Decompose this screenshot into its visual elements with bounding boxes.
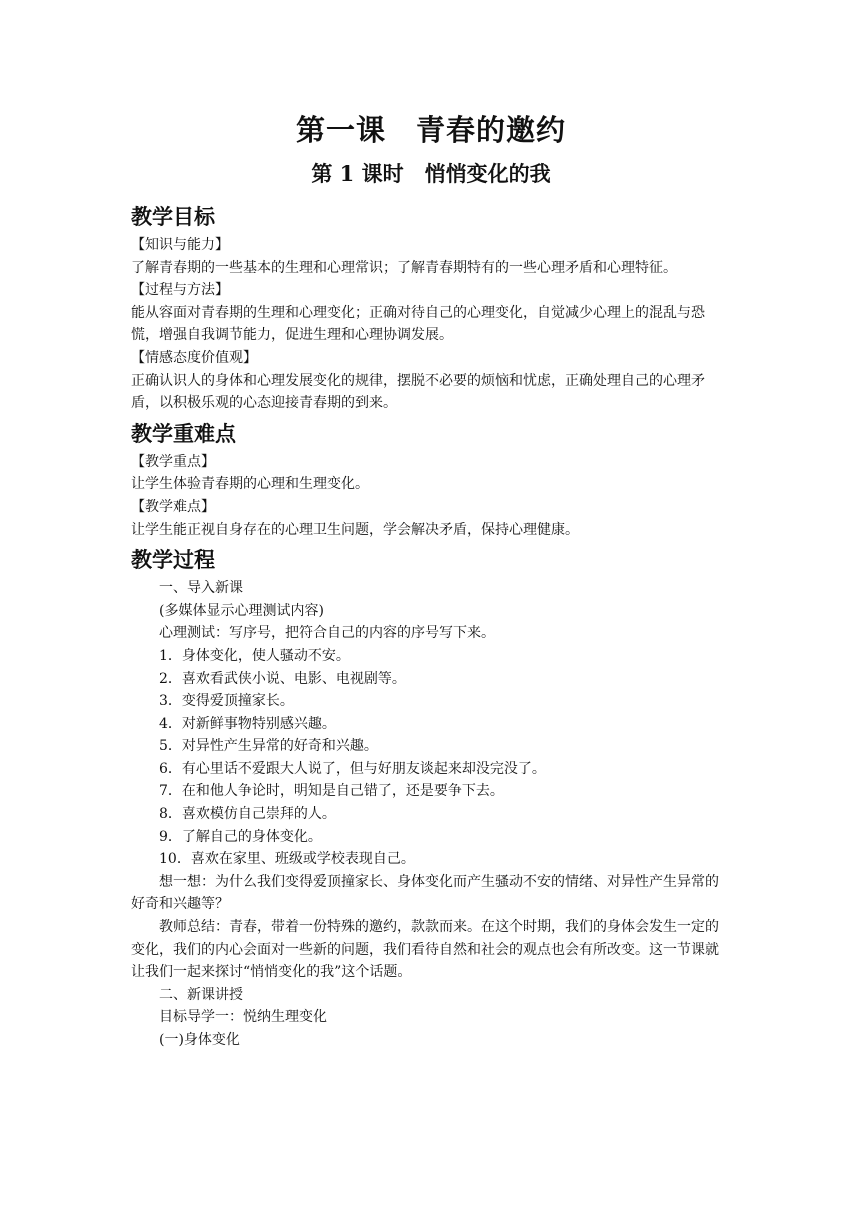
list-item: 10．喜欢在家里、班级或学校表现自己。 [159, 851, 415, 868]
step1-heading: 一、导入新课 [159, 580, 243, 597]
summary-paragraph: 教师总结：青春，带着一份特殊的邀约，款款而来。在这个时期，我们的身体会发生一定的变化，我们的内心会面对一些新的问题，我们看待自然和社会的观点也会有所改变。这一节课就让我们一起来探讨“悄悄变化的我”这个话题。 [131, 919, 719, 981]
values-text: 正确认识人的身体和心理发展变化的规律，摆脱不必要的烦恼和忧虑，正确处理自己的心理矛盾，以积极乐观的心态迎接青春期的到来。 [131, 372, 705, 412]
media-note: (多媒体显示心理测试内容) [159, 602, 324, 619]
goal1-heading: 目标导学一：悦纳生理变化 [159, 1009, 327, 1026]
difficulty-text: 让学生能正视自身存在的心理卫生问题，学会解决矛盾，保持心理健康。 [131, 521, 579, 538]
list-item: 4．对新鲜事物特别感兴趣。 [159, 715, 336, 732]
knowledge-label: 【知识与能力】 [131, 237, 229, 253]
objectives-heading: 教学目标 [131, 205, 215, 229]
step2-heading: 二、新课讲授 [159, 986, 243, 1003]
key-points-heading: 教学重难点 [131, 421, 236, 446]
objectives-section [131, 234, 731, 415]
think-paragraph: 想一想：为什么我们变得爱顶撞家长、身体变化而产生骚动不安的情绪、对异性产生异常的好奇和兴趣等？ [131, 873, 719, 913]
list-item: 1．身体变化，使人骚动不安。 [159, 647, 350, 664]
test-intro: 心理测试：写序号，把符合自己的内容的序号写下来。 [159, 625, 495, 642]
difficulty-label: 【教学难点】 [131, 498, 215, 515]
focus-text: 让学生体验青春期的心理和生理变化。 [131, 476, 369, 493]
process-label: 【过程与方法】 [131, 282, 229, 299]
knowledge-text: 了解青春期的一些基本的生理和心理常识；了解青春期特有的一些心理矛盾和心理特征。 [131, 259, 677, 276]
process-section [131, 577, 731, 1051]
focus-label: 【教学重点】 [131, 453, 215, 470]
list-item: 5．对异性产生异常的好奇和兴趣。 [159, 738, 378, 755]
list-item: 8．喜欢模仿自己崇拜的人。 [159, 806, 336, 823]
values-label: 【情感态度价值观】 [131, 349, 257, 366]
key-points-section [131, 451, 731, 541]
list-item: 7．在和他人争论时，明知是自己错了，还是要争下去。 [159, 783, 504, 800]
document-page [131, 108, 731, 1052]
list-item: 2．喜欢看武侠小说、电影、电视剧等。 [159, 670, 406, 687]
page-title: 第一课 青春的邀约 [295, 113, 566, 147]
page-subtitle: 第 1 课时 悄悄变化的我 [311, 161, 551, 186]
list-item: 6．有心里话不爱跟大人说了，但与好朋友谈起来却没完没了。 [159, 760, 546, 777]
list-item: 9．了解自己的身体变化。 [159, 828, 322, 845]
list-item: 3．变得爱顶撞家长。 [159, 693, 294, 710]
process-text: 能从容面对青春期的生理和心理变化；正确对待自己的心理变化，自觉减少心理上的混乱与恐慌，增强自我调节能力，促进生理和心理协调发展。 [131, 304, 705, 344]
process-heading: 教学过程 [131, 548, 215, 573]
sub1-heading: (一)身体变化 [159, 1032, 240, 1048]
